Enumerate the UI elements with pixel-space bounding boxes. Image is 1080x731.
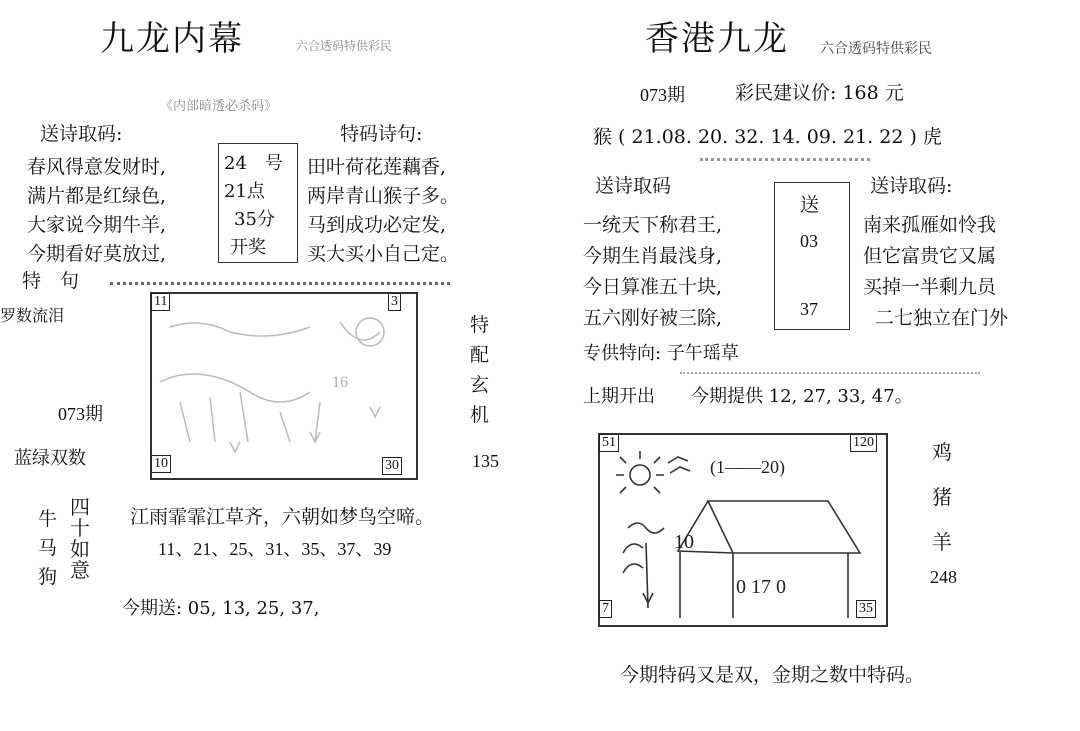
- left-animals: [38, 505, 57, 592]
- right-last-line: 上期开出 今期提供 12, 27, 33, 47。: [583, 386, 913, 407]
- right-right-line: 二七独立在门外: [875, 307, 1009, 329]
- left-draw-line: 21点: [224, 181, 265, 202]
- idiom-char: 四: [70, 495, 90, 519]
- left-luo-label: 罗数流泪: [0, 306, 65, 325]
- left-corner-br: 30: [382, 457, 402, 475]
- right-animal-number: 248: [930, 567, 957, 587]
- right-left-line: 一统天下称君王,: [583, 214, 723, 236]
- right-corner-tr: 120: [850, 434, 877, 452]
- right-footer: 今期特码又是双，金期之数中特码。: [620, 664, 925, 686]
- right-right-lines: [863, 210, 1008, 334]
- animal: 牛: [38, 508, 58, 530]
- left-special-lines: [307, 153, 459, 269]
- right-box-line: 送: [800, 195, 820, 216]
- left-subtitle: 六合透码特供彩民: [296, 39, 393, 53]
- left-special-line: 田叶荷花莲藕香,: [307, 156, 447, 178]
- left-special-line: 马到成功必定发,: [307, 214, 447, 236]
- right-corner-tl: 51: [599, 434, 619, 452]
- left-sketch-number: 16: [332, 374, 348, 391]
- right-box-line: 03: [800, 231, 818, 251]
- right-door-text: 0 17 0: [736, 576, 786, 598]
- side-char: 配: [470, 344, 490, 366]
- left-corner-bl: 10: [151, 455, 171, 473]
- idiom-char: 十: [70, 516, 90, 540]
- idiom-char: 如: [70, 537, 90, 561]
- left-side-number: 135: [472, 451, 499, 471]
- left-sketch-drawing: [150, 292, 414, 476]
- right-left-line: 今日算准五十块,: [583, 276, 723, 298]
- animal: 猪: [932, 485, 952, 509]
- side-char: 玄: [470, 374, 490, 396]
- left-poem-bottom: 江雨霏霏江草齐，六朝如梦鸟空啼。: [130, 506, 435, 528]
- left-this-issue: 今期送: 05, 13, 25, 37,: [122, 598, 320, 619]
- right-right-line: 南来孤雁如怜我: [863, 214, 997, 236]
- left-poem-line: 满片都是红绿色,: [27, 185, 167, 207]
- right-box-line: 37: [800, 299, 818, 319]
- left-special-line: 买大买小自己定。: [307, 243, 460, 265]
- left-draw-line: 开奖: [230, 237, 266, 258]
- left-poem-lines: [27, 153, 166, 269]
- side-char: 特: [470, 314, 490, 336]
- left-te-ju: 特 句: [22, 270, 80, 292]
- side-char: 机: [470, 404, 490, 426]
- right-right-line: 但它富贵它又属: [863, 245, 997, 267]
- right-left-line: 今期生肖最浅身,: [583, 245, 723, 267]
- right-monkey-line: 猴 ( 21.08. 20. 32. 14. 09. 21. 22 ) 虎: [593, 126, 942, 148]
- left-poem-line: 今期看好莫放过,: [27, 243, 167, 265]
- right-left-lines: [583, 210, 722, 334]
- right-blurred-line-2: [680, 372, 980, 378]
- left-sub-bracket: 《内部暗透必杀码》: [160, 99, 278, 114]
- left-draw-line: 35分: [234, 209, 275, 230]
- animal: 狗: [38, 566, 58, 588]
- left-issue: 073期: [58, 404, 103, 424]
- right-right-line: 买掉一半剩九员: [863, 276, 997, 298]
- left-poem-heading: 送诗取码:: [40, 123, 123, 145]
- right-poem-heading-left: 送诗取码: [595, 175, 672, 197]
- right-corner-bl: 7: [599, 600, 612, 618]
- left-special-line: 两岸青山猴子多。: [307, 185, 460, 207]
- left-side-vertical: [470, 310, 489, 430]
- left-poem-line: 春风得意发财时,: [27, 156, 167, 178]
- right-sketch-text: (1——20): [710, 457, 785, 477]
- left-title: 九龙内幕: [100, 19, 244, 59]
- left-corner-tr: 3: [388, 293, 401, 311]
- right-poem-heading-right: 送诗取码:: [870, 175, 953, 197]
- left-color-hint: 蓝绿双数: [14, 448, 86, 469]
- left-draw-line: 24 号: [224, 153, 283, 174]
- left-poem-line: 大家说今期牛羊,: [27, 214, 167, 236]
- right-issue: 073期: [640, 85, 685, 105]
- right-price: 彩民建议价: 168 元: [735, 82, 904, 104]
- left-blurred-line: [110, 282, 450, 289]
- left-corner-tl: 11: [151, 293, 170, 311]
- right-blurred-line: [700, 158, 870, 165]
- right-sketch-number: 10: [674, 531, 694, 553]
- left-idiom: [70, 497, 90, 581]
- animal: 鸡: [932, 440, 952, 464]
- left-draw-time: [224, 150, 283, 262]
- right-corner-br: 35: [856, 600, 876, 618]
- right-subtitle: 六合透码特供彩民: [820, 41, 932, 57]
- right-title: 香港九龙: [645, 19, 789, 59]
- right-special: 专供特向: 子午瑶草: [583, 343, 739, 364]
- animal: 羊: [932, 530, 952, 554]
- left-special-heading: 特码诗句:: [340, 123, 423, 145]
- left-numbers: 11、21、25、31、35、37、39: [158, 539, 392, 559]
- right-sketch-drawing: [598, 433, 884, 623]
- right-animals: [932, 430, 952, 565]
- idiom-char: 意: [70, 558, 90, 582]
- right-left-line: 五六刚好被三除,: [583, 307, 723, 329]
- animal: 马: [38, 537, 58, 559]
